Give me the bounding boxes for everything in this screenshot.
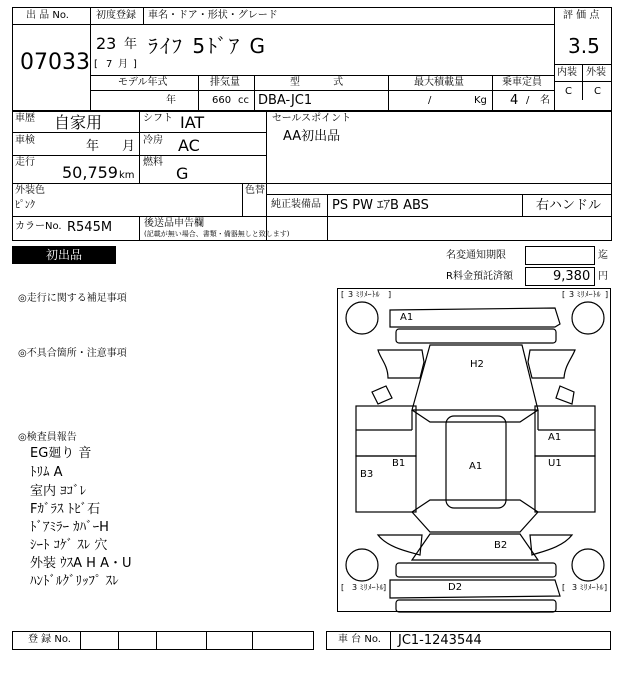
recycle-value: 9,380 [553,269,591,284]
inspector-line: ﾄﾘﾑ A [30,465,63,480]
inspector-line: ﾊﾝﾄﾞﾙｸﾞﾘｯﾌﾟ ｽﾚ [30,574,119,589]
inspection-year: 年 [86,139,100,154]
tire-label-rr: 3 ﾐﾘﾒｰﾄﾙ [572,583,604,592]
type-label: 型 式 [290,77,344,88]
score-value: 3.5 [568,34,600,58]
chassis-value: JC1-1243544 [398,633,482,648]
after-label: 後送品申告欄 [144,218,204,229]
transfer-unit: 迄 [598,250,608,261]
inspector-line: ｼｰﾄ ｺｹﾞ ｽﾚ 穴 [30,538,108,553]
color-no-label: カラーNo. [15,221,62,232]
mark-roof: A1 [469,461,483,472]
inspector-line: 室内 ﾖｺﾞﾚ [30,484,87,499]
mark-rear-bumper: D2 [448,582,463,593]
first-listing-badge: 初出品 [12,246,116,264]
mark-trunk: B2 [494,540,508,551]
inspector-header: ◎検査員報告 [18,432,77,443]
ac-value: AC [178,136,200,155]
car-name: ﾗｲﾌ 5ﾄﾞｱ G [148,34,267,58]
first-reg-label: 初度登録 [96,10,136,21]
tire-label-fr: 3 ﾐﾘﾒｰﾄﾙ [569,290,601,299]
history-label: 車歴 [15,113,35,124]
equipment-value: PS PW ｴｱB ABS [332,198,429,213]
mark-front-bumper: A1 [400,312,414,323]
max-load-label: 最大積載量 [414,77,464,88]
reg-year-unit: 年 [124,37,138,52]
mark-left-rear: B3 [360,469,374,480]
tire-label-rr-open: [ [562,583,566,592]
inspection-label: 車検 [15,135,35,146]
color-change-label: 色替 [245,185,265,196]
tire-label-fl-open: [ [341,290,345,299]
lot-label: 出 品 No. [26,10,69,21]
mark-right-doors: U1 [548,458,562,469]
score-label: 評 価 点 [563,10,600,21]
reg-month-unit: 月 [118,59,128,70]
tire-label-fr-close: ] [605,290,609,299]
model-label: 車名・ドア・形状・グレード [148,10,278,21]
type-value: DBA-JC1 [258,93,313,108]
recycle-unit: 円 [598,271,608,282]
color-label: 外装色 [15,185,45,196]
capacity-value: 4 [510,93,519,108]
reg-year: 23 [96,34,117,53]
fuel-value: G [176,164,189,183]
inspector-line: ﾄﾞｱﾐﾗｰ ｶﾊﾞｰH [30,520,109,535]
exterior-grade: C [594,86,601,97]
recycle-label: R料金預託済額 [446,271,513,282]
defects-header: ◎不具合箇所・注意事項 [18,348,127,359]
sales-point-value: AA初出品 [283,129,341,144]
model-year-unit: 年 [166,95,176,106]
fuel-label: 燃料 [143,157,163,168]
tire-label-rl-open: [ [341,583,345,592]
displacement-label: 排気量 [210,77,240,88]
shift-label: シフト [143,113,173,124]
driving-notes-header: ◎走行に関する補足事項 [18,293,127,304]
transfer-label: 名変通知期限 [446,250,506,261]
lot-number: 07033 [20,50,90,75]
tire-label-rl: 3 ﾐﾘﾒｰﾄﾙ [352,583,384,592]
load-slash: / [428,95,432,106]
reg-month-close: ] [133,59,137,70]
displacement: 660 [212,95,232,106]
shift-value: IAT [180,113,205,132]
interior-grade: C [565,86,572,97]
tire-label-rr-close: ] [604,583,608,592]
mileage-value: 50,759 [62,163,118,182]
mark-left-doors: B1 [392,458,406,469]
load-unit: Kg [474,95,487,106]
tire-label-fl: 3 ﾐﾘﾒｰﾄﾙ [348,290,380,299]
inspector-line: 外装 ｳｽA H A・U [30,556,132,571]
tire-label-fr-open: [ [562,290,566,299]
tire-label-fl-close: ] [388,290,392,299]
mark-hood: H2 [470,359,484,370]
inspector-line: EG廻り 音 [30,446,92,461]
color-no-value: R545M [67,220,113,235]
reg-month-open: [ [94,59,98,70]
tire-label-rl-close: ] [383,583,387,592]
equipment-label: 純正装備品 [271,199,321,210]
history-value: 自家用 [54,113,103,132]
inspector-line: Fｶﾞﾗｽ ﾄﾋﾞ石 [30,502,101,517]
exterior-label: 外装 [586,67,606,78]
interior-label: 内装 [557,67,577,78]
sales-point-label: セールスポイント [272,113,352,124]
ac-label: 冷房 [143,135,163,146]
capacity-label: 乗車定員 [502,77,542,88]
reg-month: 7 [106,59,113,70]
displacement-unit: cc [238,95,249,106]
capacity-slash: / [526,95,530,106]
mileage-label: 走行 [15,157,35,168]
capacity-unit: 名 [540,95,550,106]
reg-no-label: 登 録 No. [28,634,71,645]
chassis-label: 車 台 No. [338,634,381,645]
model-year-label: モデル年式 [118,77,168,88]
after-note: (記載が無い場合、書類・備器無しと致します) [144,230,290,238]
mileage-unit: km [119,170,135,181]
inspection-month: 月 [122,139,136,154]
mark-right-front-fender: A1 [548,432,562,443]
color-value: ﾋﾟﾝｸ [15,200,35,211]
handle-value: 右ハンドル [536,198,602,213]
